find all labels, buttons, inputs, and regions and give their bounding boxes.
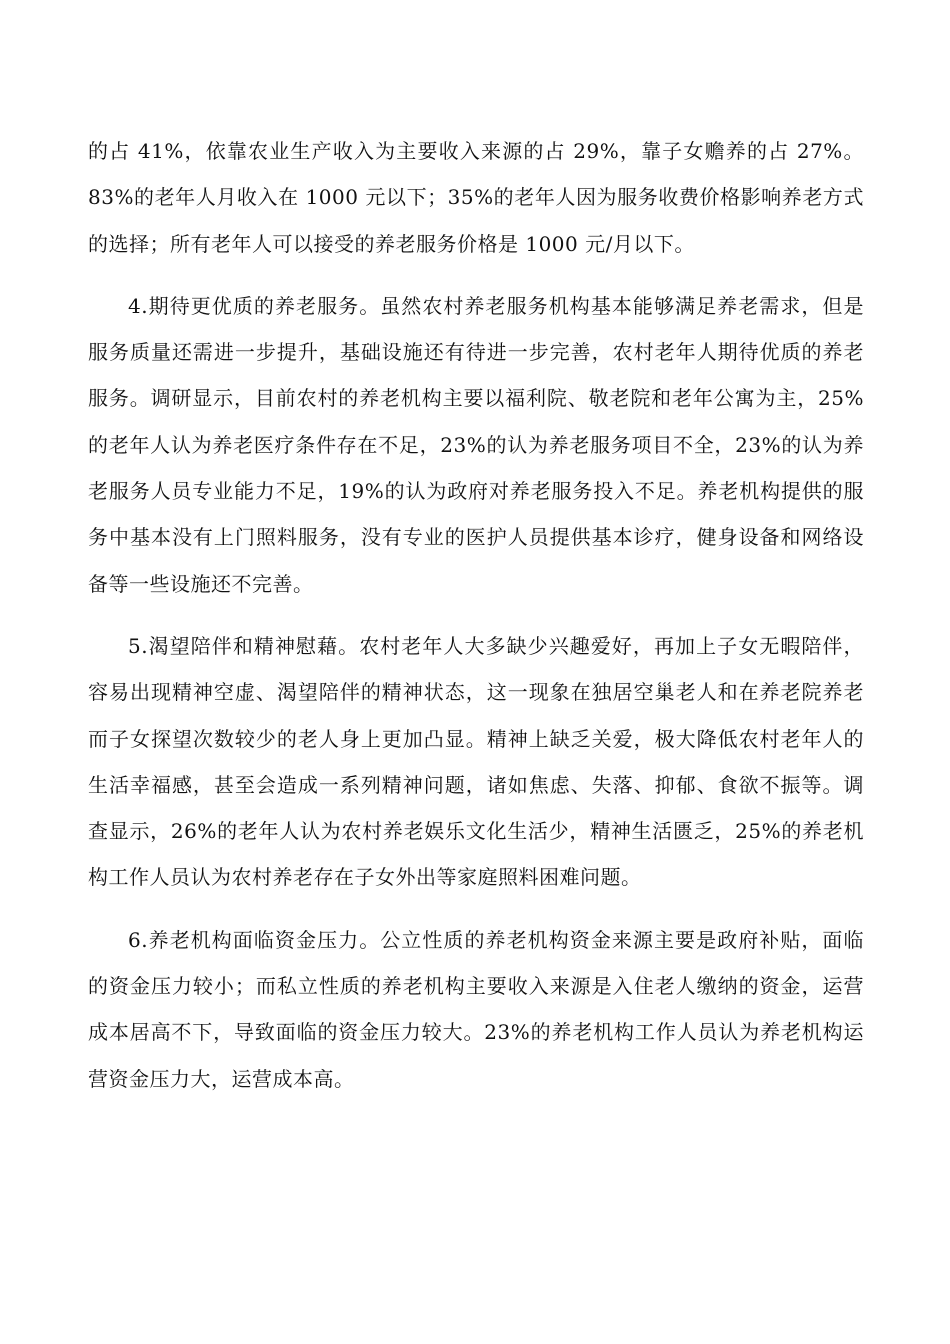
paragraph-income-stats: 的占 41%，依靠农业生产收入为主要收入来源的占 29%，靠子女赡养的占 27%。83%的老年人月收入在 1000 元以下；35%的老年人因为服务收费价格影响养老方式的选择；所有老年人可以接受的养老服务价格是 1000 元/月以下。 (88, 139, 864, 256)
document-body (88, 128, 864, 1102)
paragraph-quality-service: 4.期待更优质的养老服务。虽然农村养老服务机构基本能够满足养老需求，但是服务质量还需进一步提升，基础设施还有待进一步完善，农村老年人期待优质的养老服务。调研显示，目前农村的养老机构主要以福利院、敬老院和老年公寓为主，25%的老年人认为养老医疗条件存在不足，23%的认为养老服务项目不全，23%的认为养老服务人员专业能力不足，19%的认为政府对养老服务投入不足。养老机构提供的服务中基本没有上门照料服务，没有专业的医护人员提供基本诊疗，健身设备和网络设备等一些设施还不完善。 (88, 293, 864, 596)
paragraph-funding-pressure: 6.养老机构面临资金压力。公立性质的养老机构资金来源主要是政府补贴，面临的资金压力较小；而私立性质的养老机构主要收入来源是入住老人缴纳的资金，运营成本居高不下，导致面临的资金压力较大。23%的养老机构工作人员认为养老机构运营资金压力大，运营成本高。 (88, 927, 864, 1091)
paragraph-companionship: 5.渴望陪伴和精神慰藉。农村老年人大多缺少兴趣爱好，再加上子女无暇陪伴，容易出现精神空虚、渴望陪伴的精神状态，这一现象在独居空巢老人和在养老院养老而子女探望次数较少的老人身上更加凸显。精神上缺乏关爱，极大降低农村老年人的生活幸福感，甚至会造成一系列精神问题，诸如焦虑、失落、抑郁、食欲不振等。调查显示，26%的老年人认为农村养老娱乐文化生活少，精神生活匮乏，25%的养老机构工作人员认为农村养老存在子女外出等家庭照料困难问题。 (88, 633, 864, 890)
